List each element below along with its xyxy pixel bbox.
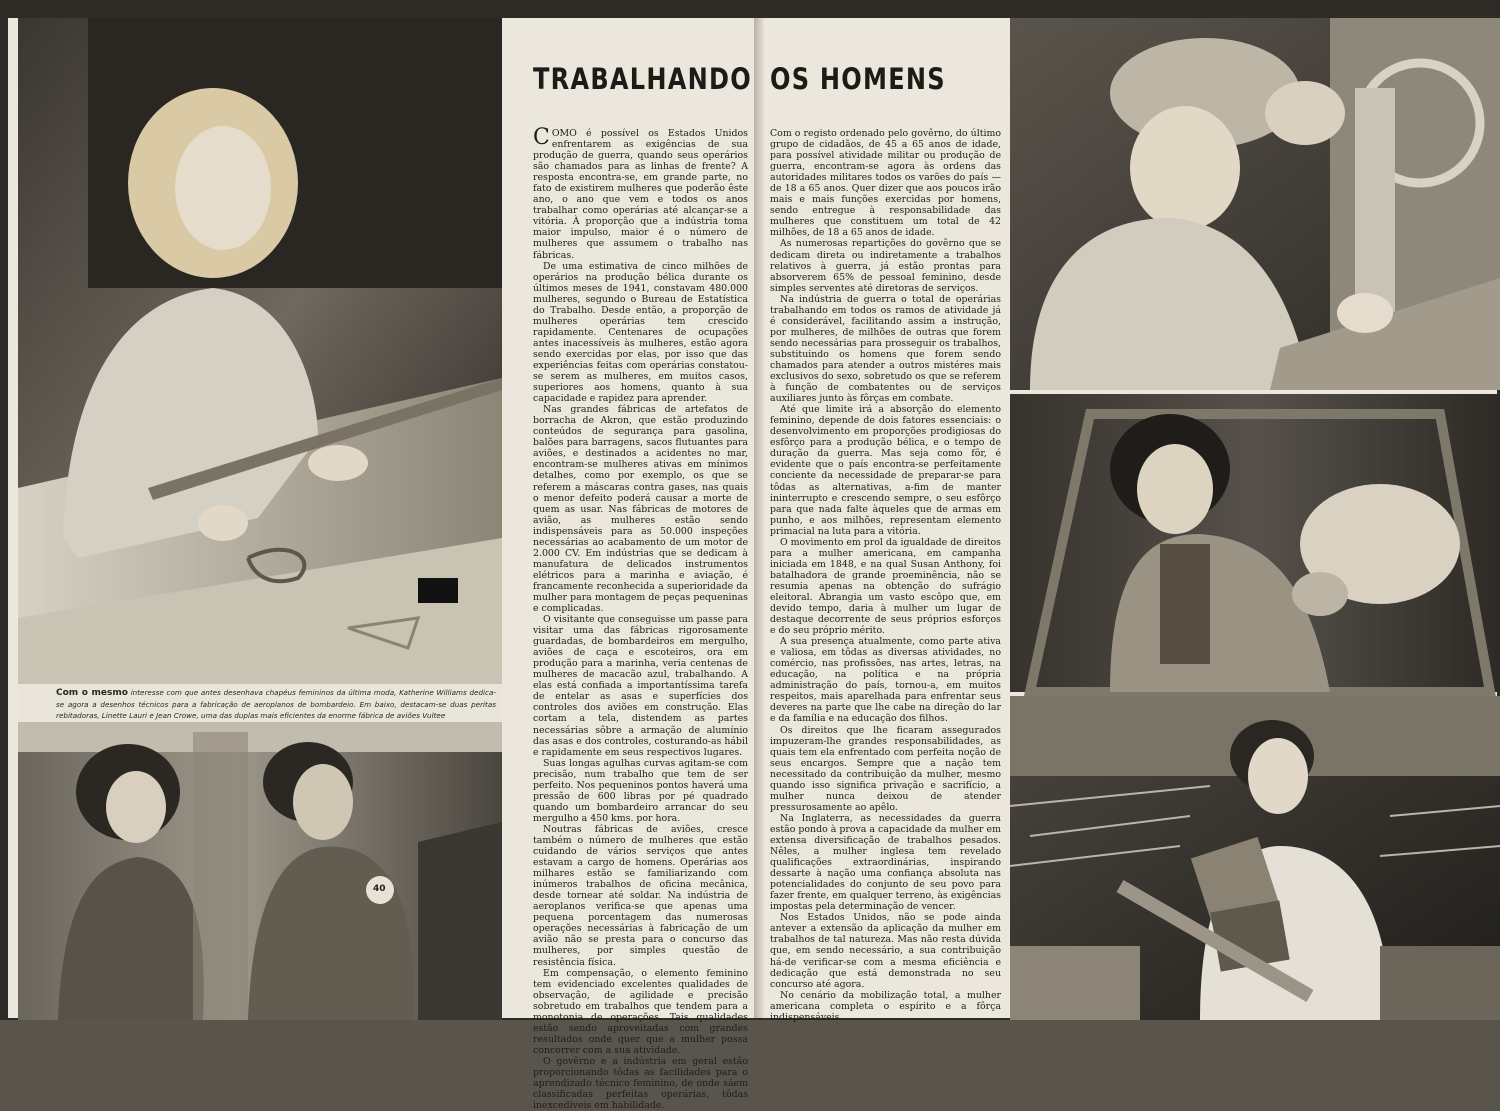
photo-riveters — [18, 722, 502, 1020]
article-paragraph: Na Inglaterra, as necessidades da guerra estão pondo à prova a capacidade da mulher em extensa diversificação de trabalhos pesados. Nêles, a mulher inglesa tem revelado qualificações extraordinárias, inspirando dessarte à nação uma confiança absoluta nas potencialidades do conjunto de seu povo para fazer frente, em qualquer terreno, às exigências impostas pela determinação de vencer. — [770, 812, 1001, 913]
caption-text: interesse com que antes desenhava chapéus femininos da última moda, Katherine Williams dedica-se agora a desenhos técnicos para a fabricação de aeroplanos de bombardeio. Em baixo, destacam-se duas peritas rebitadoras, Linette Lauri e Jean Crowe, uma das duplas mais eficientes da enorme fábrica de aviões Vultee — [56, 688, 496, 720]
photo-assembly-line — [1010, 696, 1500, 1020]
article-paragraph: A sua presença atualmente, como parte ativa e valiosa, em tôdas as diversas atividades, no comércio, nas profissões, nas artes, letras, na educação, na política e na própria administração do país, tornou-a, em muitos respeitos, mais aparelhada para enfrentar seus deveres na parte que lhe cabe na direção do lar e da família e na educação dos filhos. — [770, 636, 1001, 725]
photo-caption — [56, 687, 496, 721]
caption-lead: Com o mesmo — [56, 688, 128, 698]
page-gutter — [754, 18, 764, 1018]
photo-cockpit — [1010, 394, 1500, 692]
article-paragraph: Na indústria de guerra o total de operárias trabalhando em todos os ramos de atividade já é considerável, facilitando assim a instrução, por mulheres, de milhões de outras que forem sendo necessárias para prosseguir os trabalhos, substituindo os homens que forem sendo chamados para atender a outros mistéres mais exclusivos do sexo, sobretudo os que se referem à função de combatentes ou de serviços auxiliares junto às fôrças em combate. — [770, 293, 1001, 405]
article-paragraph: Os direitos que lhe ficaram assegurados impuzeram-lhe grandes responsabilidades, as quais tem ela enfrentado com perfeita noção de seus encargos. Sempre que a nação tem necessitado da contribuição da mulher, mesmo quando isso significa privação e sacrifício, a mulher nunca deixou de atender pressurosamente ao apêlo. — [770, 724, 1001, 813]
badge-number: 40 — [373, 884, 386, 894]
headline-right: OS HOMENS — [770, 62, 946, 96]
article-paragraph: Noutras fábricas de aviões, cresce também o número de mulheres que estão cuidando de vários serviços que antes estavam a cargo de homens. Operárias aos milhares estão se familiarizando com inúmeros trabalhos de oficina mecânica, desde tornear até soldar. Na indústria de aeroplanos verifica-se que apenas uma pequena porcentagem das numerosas operações necessárias à fabricação de um avião não se presta para o concurso das mulheres, por simples questão de resistência física. — [533, 823, 748, 968]
photo-drill-press — [1010, 18, 1500, 390]
article-paragraph: O movimento em prol da igualdade de direitos para a mulher americana, em campanha iniciada em 1848, e na qual Susan Anthony, foi batalhadora de grande proeminência, não se resumia apenas na obtenção do sufrágio eleitoral. Abrangia um vasto escôpo que, em devido tempo, daria à mulher um lugar de destaque decorrente de seus próprios esforços e do seu próprio mérito. — [770, 536, 1001, 637]
article-paragraph: Nos Estados Unidos, não se pode ainda antever a extensão da aplicação da mulher em trabalhos de tal natureza. Mas não resta dúvida que, em sendo necessário, a sua contribuição há-de verificar-se com a mesma eficiência e dedicação que está demonstrada no seu concurso até agora. — [770, 912, 1001, 990]
article-paragraph: Nas grandes fábricas de artefatos de borracha de Akron, que estão produzindo conteúdos de segurança para gasolina, balões para barragens, sacos flutuantes para aviões, e destinados a acidentes no mar, encontram-se mulheres ativas em mínimos detalhes, como por exemplo, os que se referem a máscaras contra gases, nas quais o menor defeito poderá causar a morte de quem as usar. Nas fábricas de motores de avião, as mulheres estão sendo indispensáveis para as 50.000 inspeções necessárias ao acabamento de um motor de 2.000 CV. Em indústrias que se dedicam à manufatura de delicados instrumentos elétricos para a marinha e aviação, é francamente reconhecida a superioridade da mulher para montagem de peças pequeninas e complicadas. — [533, 404, 748, 615]
article-paragraph: Até que limite irá a absorção do elemento feminino, depende de dois fatores essenciais: o desenvolvimento em proporções prodigiosas do esfôrço para a produção bélica, e o tempo de duração da guerra. Mas seja como fôr, é evidente que o país encontra-se perfeitamente conciente da necessidade de preparar-se para tôdas as alternativas, a-fim de manter ininterrupto e crescendo sempre, o seu esfôrço para que nada falte àqueles que de armas em punho, e aos milhões, representam elemento primacial na luta para a vitória. — [770, 404, 1001, 537]
headline-left: TRABALHANDO — [533, 62, 752, 96]
article-paragraph: No cenário da mobilização total, a mulher americana completa o espírito e a fôrça indispensáveis. — [770, 989, 1001, 1023]
article-paragraph: De uma estimativa de cinco milhões de operários na produção bélica durante os últimos meses de 1941, constavam 480.000 mulheres, segundo o Bureau de Estatística do Trabalho. Desde então, a proporção de mulheres operárias tem crescido rapidamente. Centenares de ocupações antes inacessíveis às mulheres, estão agora sendo exercidas por elas, por isso que das experiências feitas com operárias constatou-se serem as mulheres, em muitos casos, superiores aos homens, quanto à sua capacidade e rapidez para aprender. — [533, 260, 748, 405]
article-paragraph: COMO é possível os Estados Unidos enfrentarem as exigências de sua produção de guerra, quando seus operários são chamados para as linhas de frente? A resposta encontra-se, em grande parte, no fato de existirem mulheres que poderão êste ano, o ano que vem e todos os anos trabalhar como operárias até alcançar-se a vitória. À proporção que a indústria toma maior impulso, maior é o número de mulheres que assumem o trabalho nas fábricas. — [533, 125, 748, 261]
article-paragraph: Com o registo ordenado pelo govêrno, do último grupo de cidadãos, de 45 a 65 anos de idade, para possível atividade militar ou produção de guerra, encontram-se agora às ordens das autoridades militares todos os varões do país — de 18 a 65 anos. Quer dizer que aos poucos irão mais e mais funções exercidas por homens, sendo entregue à responsabilidade das mulheres que constituem um total de 42 milhões, de 18 a 65 anos de idade. — [770, 128, 1001, 239]
article-body-right — [770, 128, 1001, 1023]
article-paragraph: Em compensação, o elemento feminino tem evidenciado excelentes qualidades de observação, de agilidade e precisão sobretudo em trabalhos que tendem para a monotonia de operações. Tais qualidades estão sendo aproveitadas com grandes resultados onde quer que a mulher possa concorrer com a sua atividade. — [533, 967, 748, 1056]
article-paragraph: Suas longas agulhas curvas agitam-se com precisão, num trabalho que tem de ser perfeito. Nos pequeninos pontos haverá uma pressão de 600 libras por pé quadrado quando um bombardeiro arrancar do seu mergulho a 450 kms. por hora. — [533, 757, 748, 824]
photo-drafting-woman — [18, 18, 502, 684]
article-body-left — [533, 125, 748, 1111]
article-paragraph: O govêrno e a indústria em geral estão proporcionando tôdas as facilidades para o aprendizado técnico feminino, de onde sáem classificadas perfeitas operárias, tôdas inexcedíveis em habilidade. — [533, 1055, 748, 1111]
article-paragraph: O visitante que conseguisse um passe para visitar uma das fábricas rigorosamente guardadas, de bombardeiros em mergulho, aviões de caça e escoteiros, ora em produção para a marinha, veria centenas de mulheres de macacão azul, trabalhando. A elas está confiada a importantíssima tarefa de entelar as asas e superfícies dos controles dos aviões em construção. Elas cortam a tela, distendem as partes necessárias sôbre a armação de alumínio das asas e dos controles, costurando-as hábil e rapidamente em seus respectivos lugares. — [533, 614, 748, 758]
drop-cap: C — [533, 125, 550, 150]
article-paragraph: As numerosas repartições do govêrno que se dedicam direta ou indiretamente a trabalhos relativos à guerra, já estão prontas para absorverem 65% de pessoal feminino, desde simples serventes até diretoras de serviços. — [770, 238, 1001, 294]
